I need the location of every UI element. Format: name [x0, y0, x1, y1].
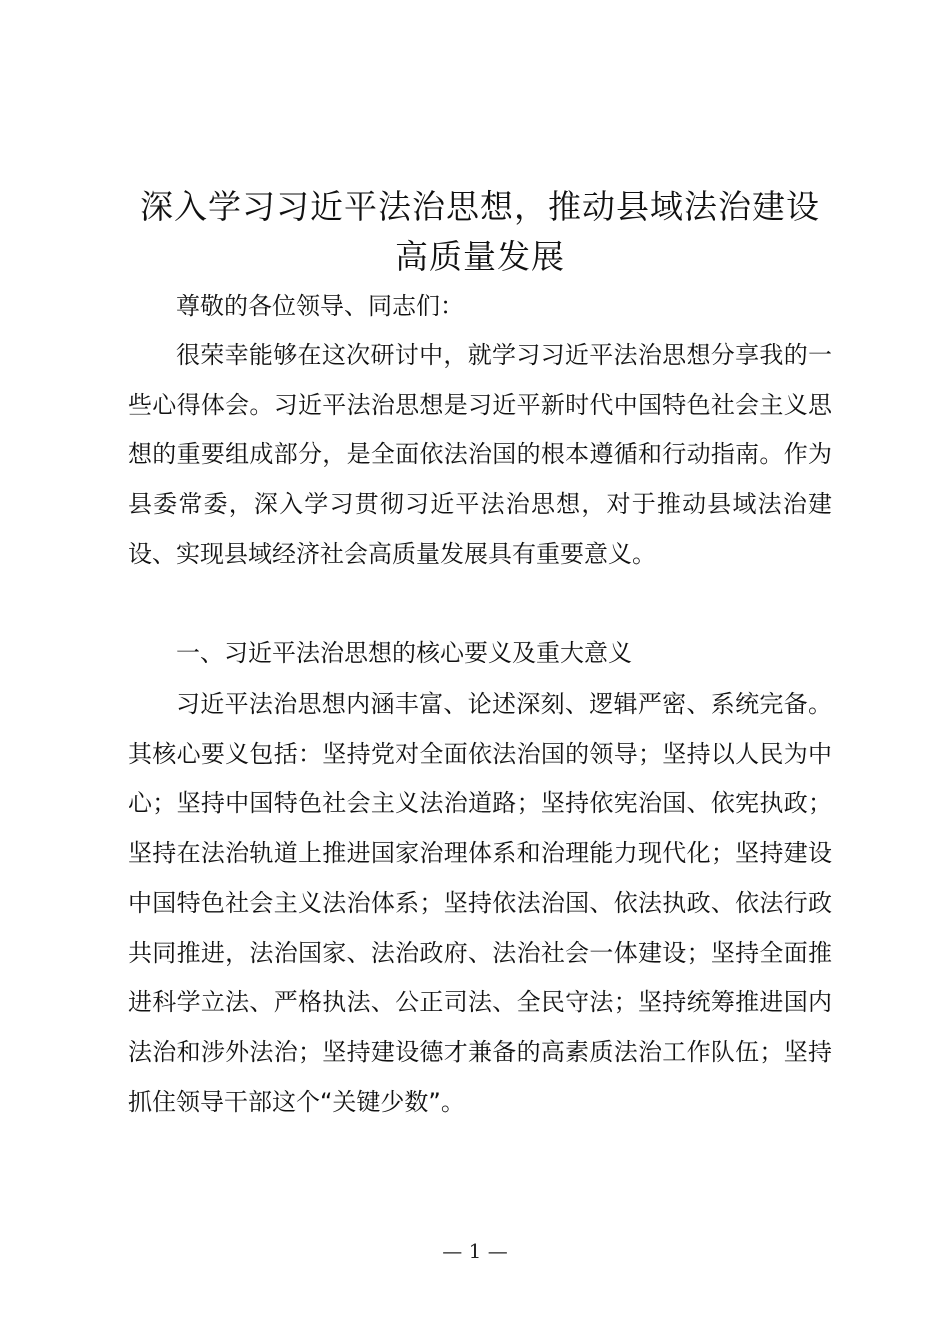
paragraph-intro: 很荣幸能够在这次研讨中，就学习习近平法治思想分享我的一些心得体会。习近平法治思想是习近平新时代中国特色社会主义思想的重要组成部分，是全面依法治国的根本遵循和行动指南。作为县委常委，深入学习贯彻习近平法治思想，对于推动县域法治建设、实现县域经济社会高质量发展具有重要意义。: [128, 341, 832, 568]
paragraph-core-points: 习近平法治思想内涵丰富、论述深刻、逻辑严密、系统完备。其核心要义包括：坚持党对全面依法治国的领导；坚持以人民为中心；坚持中国特色社会主义法治道路；坚持依宪治国、依宪执政；坚持在法治轨道上推进国家治理体系和治理能力现代化；坚持建设中国特色社会主义法治体系；坚持依法治国、依法执政、依法行政共同推进，法治国家、法治政府、法治社会一体建设；坚持全面推进科学立法、严格执法、公正司法、全民守法；坚持统筹推进国内法治和涉外法治；坚持建设德才兼备的高素质法治工作队伍；坚持抓住领导干部这个“关键少数”。: [128, 690, 832, 1116]
document-title-line-1: 深入学习习近平法治思想，推动县域法治建设: [140, 187, 820, 226]
section-heading-1: 一、习近平法治思想的核心要义及重大意义: [176, 639, 632, 667]
document-title-line-2: 高质量发展: [395, 237, 565, 276]
page-number: — 1 —: [442, 1239, 508, 1263]
salutation: 尊敬的各位领导、同志们：: [176, 292, 464, 320]
